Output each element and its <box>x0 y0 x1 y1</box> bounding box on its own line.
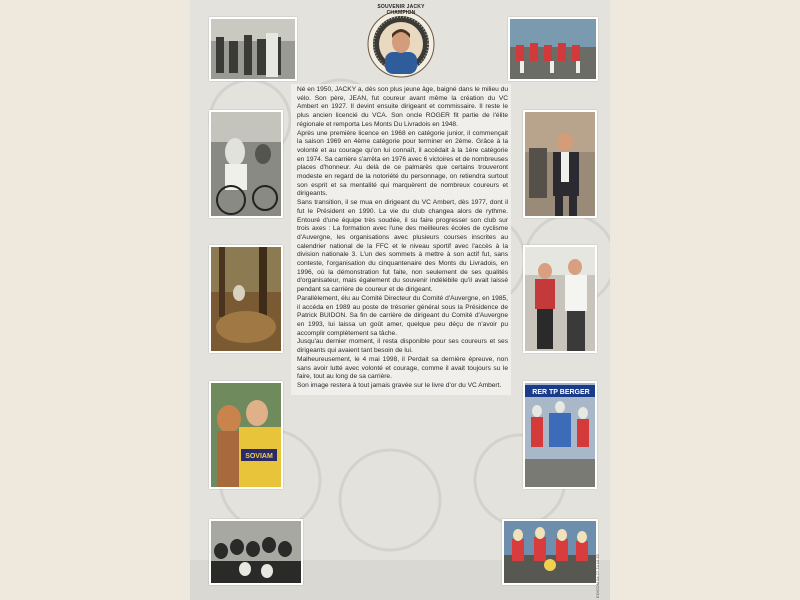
photo-officials <box>523 110 597 218</box>
photo-crowd-event <box>209 17 297 81</box>
photo-victory-image <box>504 521 596 583</box>
paragraph-passing: Malheureusement, le 4 mai 1998, il Perdait sa dernière épreuve, non sans avoir lutté avec volonté et courage, comme il avait toujours su le faire, tout au long de sa carrière. <box>297 355 508 381</box>
photo-victory-bouquet <box>502 519 598 585</box>
photo-team-image <box>510 19 596 79</box>
photo-racers-image <box>211 112 281 216</box>
medallion-caption: SOUVENIR JACKY CHAMPION <box>377 4 425 16</box>
brochure-page <box>190 0 610 600</box>
paragraph-club-president: Sans transition, il se mua en dirigeant du VC Ambert, dès 1977, dont il fut le Président en 1990. La vie du club changea alors de rythme. Entouré d'une équipe très soudée, il su faire progresser son club sur trois axes : La formation avec l'une des meilleures écoles de cyclisme d'Auvergne, les organisations avec plusieurs courses inscrites au calendrier national de la FFC et le niveau sportif avec l'accès à la division nationale 3. L'un des sommets à mettre à son actif fut, sans conteste, l'organisation du cinquantenaire des Monts du Livradois, en 1996, où la démonstration fut faite, non seulement de ses qualités d'organisateur, mais également du souvenir indélébile qu'il avait laissé pendant sa carrière de coureur et de dirigeant. <box>297 199 508 294</box>
photo-forest-race <box>209 245 283 353</box>
biography-text <box>291 84 511 395</box>
portrait-medallion <box>365 2 437 80</box>
photo-group-image <box>211 521 301 583</box>
photo-handshake <box>523 245 597 353</box>
paragraph-legacy: Son image restera à tout jamais gravée sur le livre d'or du VC Ambert. <box>297 381 502 389</box>
paragraph-auvergne-committee: Parallèlement, élu au Comité Directeur du Comité d'Auvergne, en 1985, il accéda en 1989 au poste de trésorier général sous la Présidence de Patrick BUIDON. Sa fin de carrière de dirigeant du Comité d'Auvergne en 1993, lui laissa un goût amer, quelque peu déçu de n'avoir pu accomplir complètement sa tâche. <box>297 294 508 337</box>
photo-handshake-image <box>525 247 595 351</box>
photo-group-portrait <box>209 519 303 585</box>
photo-banner-image <box>525 383 595 487</box>
jersey-sign: SOVIAM <box>245 453 273 460</box>
photo-podium-image <box>211 383 281 487</box>
paragraph-availability: Jusqu'au dernier moment, il resta disponible pour ses coureurs et ses dirigeants qui avaient tant besoin de lui. <box>297 338 508 355</box>
photo-team-road <box>508 17 598 81</box>
printer-credit: EDICOM 04 77 74 10 32 <box>595 554 600 598</box>
photo-team-banner <box>523 381 597 489</box>
photo-forest-image <box>211 247 281 351</box>
paragraph-racing-career: Après une première licence en 1968 en catégorie junior, il commençait la saison 1969 en 4ème catégorie pour terminer en 2ème. Grâce à la volonté et au courage qu'on lui connaît, il accédait à la 1ère catégorie en 1974. Sa carrière s'arrêta en 1976 avec 6 victoires et de nombreuses places d'honneur. Au delà de ce palmarès que certains trouveront modeste en regard de la notoriété du personnage, on retiendra surtout son esprit et sa mentalité qui marquèrent de nombreux coureurs et dirigeants. <box>297 129 508 198</box>
photo-podium-kiss <box>209 381 283 489</box>
photo-racers-sprint <box>209 110 283 218</box>
photo-officials-image <box>525 112 595 216</box>
banner-sign: RER TP BERGER <box>532 389 590 396</box>
paragraph-origins: Né en 1950, JACKY a, dès son plus jeune âge, baigné dans le milieu du vélo. Son père, JEAN, fut coureur avant même la création du VC Ambert en 1927. Il devint ensuite dirigeant et commissaire. Il reste le plus ancien licencié du VCA. Son oncle ROGER fit partie de l'élite régionale et remporta Les Monts Du Livradois en 1948. <box>297 86 508 128</box>
photo-crowd-image <box>211 19 295 79</box>
